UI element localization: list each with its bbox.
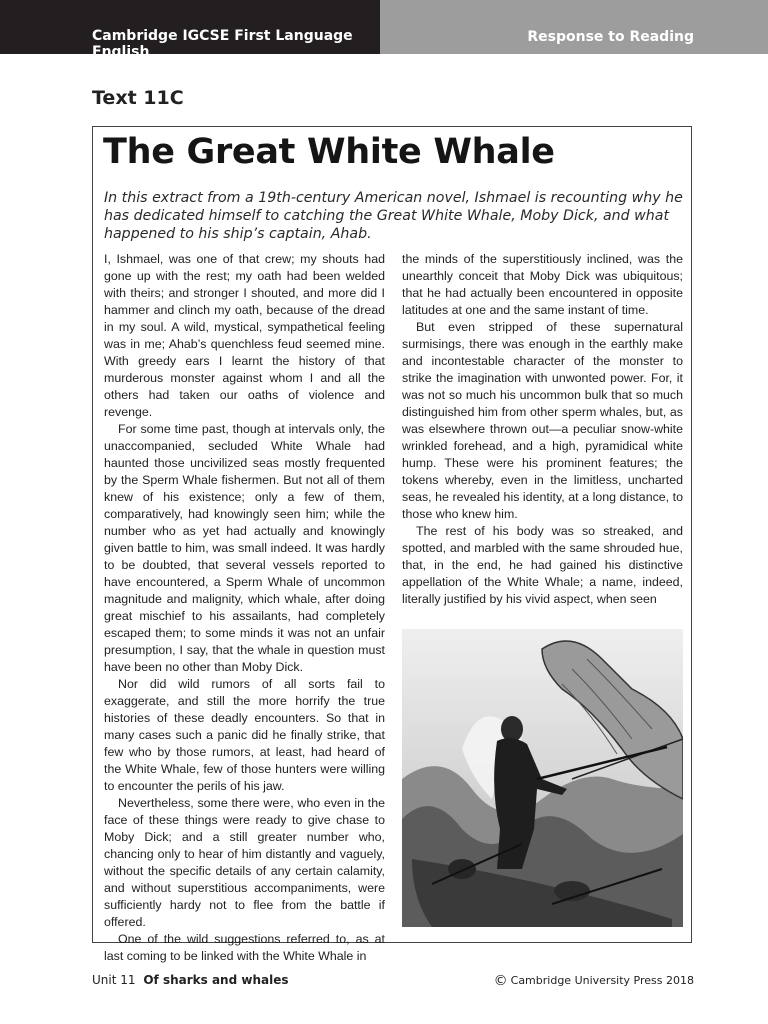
- unit-number: Unit 11: [92, 973, 136, 987]
- paragraph: The rest of his body was so streaked, and spotted, and marbled with the same shrouded hue, that, in the end, he had gained his distinctive appellation of the White Whale; a name, indeed, literally justified by his vivid aspect, when seen: [402, 524, 683, 606]
- unit-title: Of sharks and whales: [143, 973, 289, 987]
- paragraph: One of the wild suggestions referred to, as at last coming to be linked with the White Whale in: [104, 932, 385, 963]
- footer-copyright: [494, 973, 694, 989]
- right-column: [402, 251, 683, 608]
- article-title: The Great White Whale: [103, 132, 555, 172]
- left-column: [104, 251, 385, 965]
- paragraph: Nor did wild rumors of all sorts fail to exaggerate, and still the more horrify the true histories of these deadly encounters. So that in many cases such a panic did he finally strike, that few who by those rumors, at least, had heard of the White Whale, few of those hunters were willing to encounter the perils of his jaw.: [104, 677, 385, 793]
- sailor-head: [501, 716, 523, 742]
- footer-unit: [92, 973, 288, 987]
- copyright-icon: ©: [493, 973, 508, 989]
- paragraph: But even stripped of these supernatural surmisings, there was enough in the earthly make and incontestable character of the monster to strike the imagination with unwonted power. For, it was not so much his uncommon bulk that so much distinguished him from other sperm whales, but, as was elsewhere thrown out—a peculiar snow-white wrinkled forehead, and a high, pyramidical white hump. These were his prominent features; the tokens whereby, even in the limitless, uncharted seas, he revealed his identity, at a long distance, to those who knew him.: [402, 320, 683, 521]
- header-section-bar: [380, 0, 768, 54]
- article-intro: In this extract from a 19th-century American novel, Ishmael is recounting why he has dedicated himself to catching the Great White Whale, Moby Dick, and what happened to his ship’s captain, Ahab.: [104, 190, 683, 242]
- paragraph: the minds of the superstitiously inclined, was the unearthly conceit that Moby Dick was ubiquitous; that he had actually been encountered in opposite latitudes at one and the same instant of time.: [402, 252, 683, 317]
- whale-hunt-illustration: [402, 629, 683, 927]
- text-label: Text 11C: [92, 87, 184, 109]
- copyright-text: Cambridge University Press 2018: [510, 974, 694, 987]
- paragraph: For some time past, though at intervals only, the unaccompanied, secluded White Whale had haunted those uncivilized seas mostly frequented by the Sperm Whale fishermen. But not all of them knew of his existence; only a few of them, comparatively, had knowingly seen him; while the number who as yet had actually and knowingly given battle to him, was small indeed. It was hardly to be doubted, that several vessels reported to have encountered, a Sperm Whale of uncommon magnitude and malignity, which whale, after doing great mischief to his assailants, had completely escaped them; to some minds it was not an unfair presumption, I say, that the whale in question must have been no other than Moby Dick.: [104, 422, 385, 674]
- paragraph: I, Ishmael, was one of that crew; my shouts had gone up with the rest; my oath had been welded with theirs; and stronger I shouted, and more did I hammer and clinch my oath, because of the dread in my soul. A wild, mystical, sympathetical feeling was in me; Ahab’s quenchless feud seemed mine. With greedy ears I learnt the history of that murderous monster against whom I and all the others had taken our oaths of violence and revenge.: [104, 252, 385, 419]
- whale-hunt-drawing: [402, 629, 683, 927]
- section-title: Response to Reading: [527, 29, 694, 45]
- header-book-bar: [0, 0, 380, 60]
- paragraph: Nevertheless, some there were, who even in the face of these things were ready to give chase to Moby Dick; and a still greater number who, chancing only to hear of him distantly and vaguely, without the specific details of any certain calamity, and without superstitious accompaniments, were sufficiently hardy not to flee from the battle if offered.: [104, 796, 385, 929]
- book-title: Cambridge IGCSE First Language English: [92, 28, 353, 60]
